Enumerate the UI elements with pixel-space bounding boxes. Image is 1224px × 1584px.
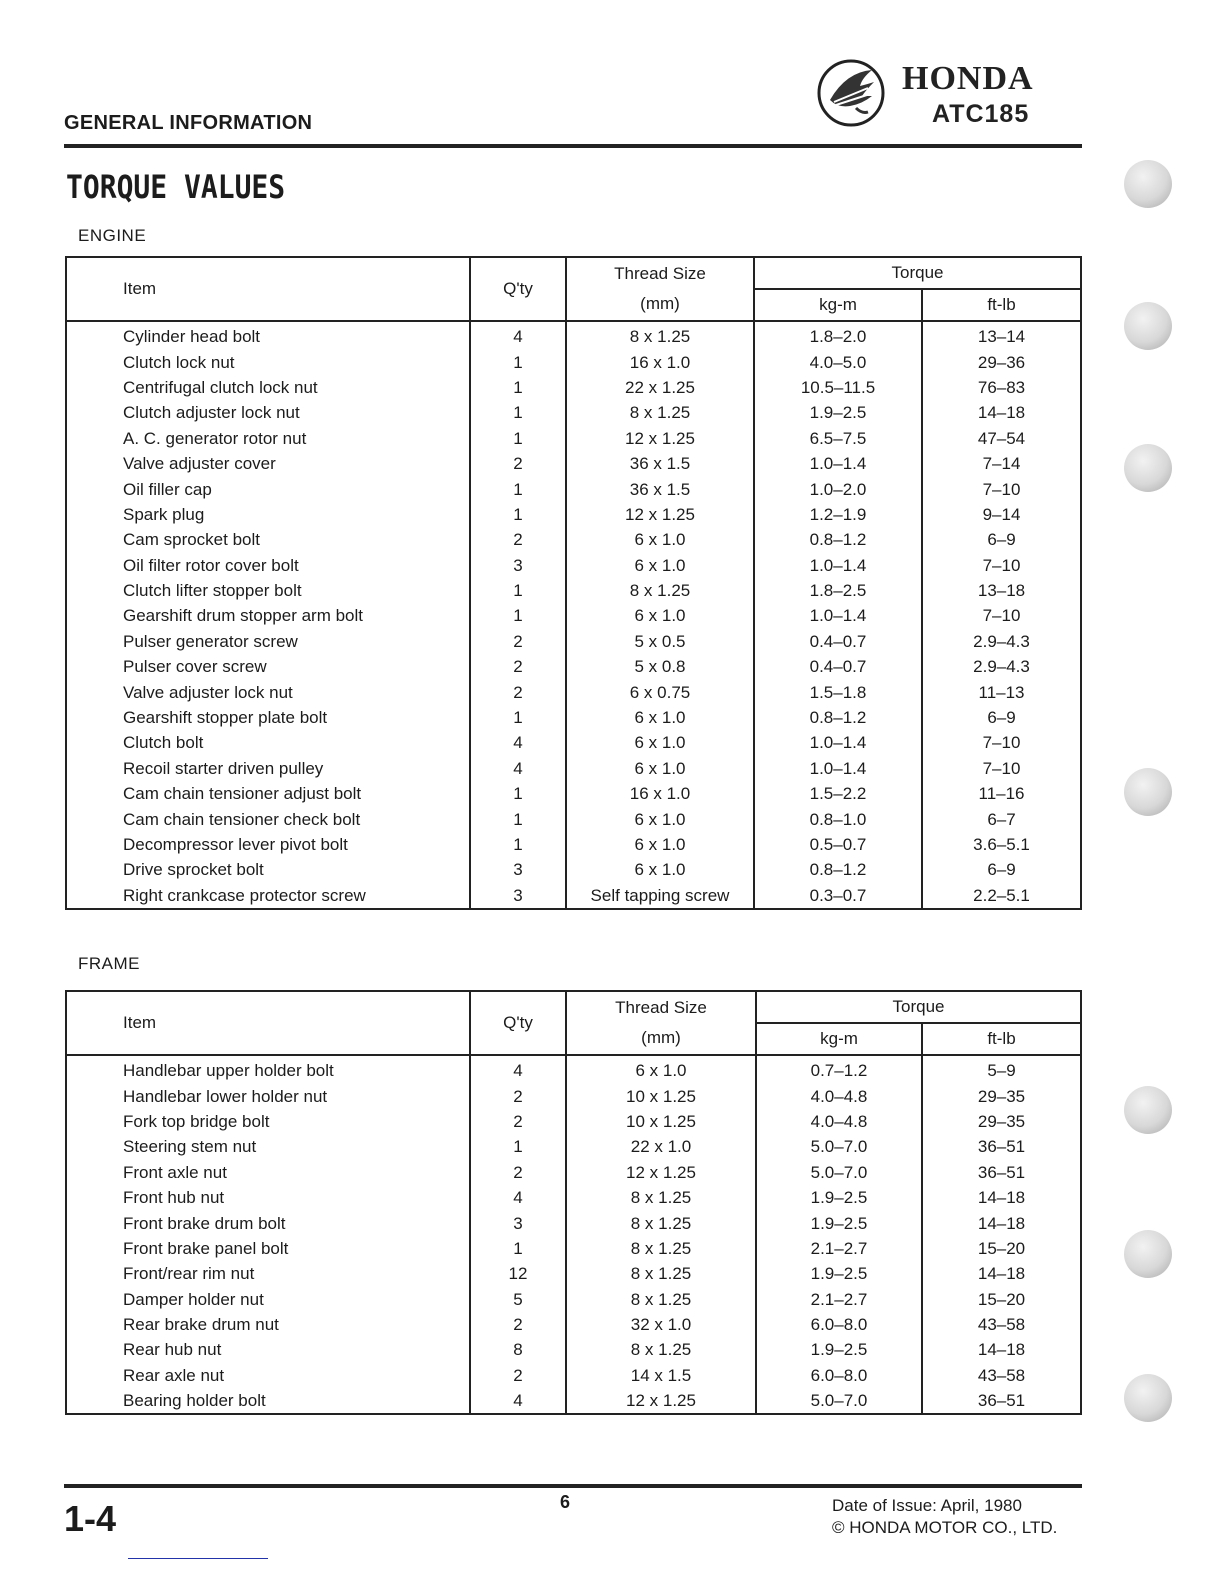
engine-torque-table (65, 256, 1082, 910)
kgm-cell: 5.0–7.0 (756, 1388, 922, 1414)
table-row (66, 1261, 1081, 1286)
kgm-cell: 6.5–7.5 (754, 426, 922, 451)
item-cell: Rear brake drum nut (66, 1312, 470, 1337)
ftlb-cell: 76–83 (922, 375, 1081, 400)
ftlb-cell: 7–14 (922, 451, 1081, 476)
ftlb-cell: 36–51 (922, 1160, 1081, 1185)
kgm-cell: 0.3–0.7 (754, 883, 922, 909)
ftlb-cell: 14–18 (922, 1337, 1081, 1362)
table-row (66, 1055, 1081, 1083)
qty-cell: 4 (470, 1055, 566, 1083)
table-row (66, 476, 1081, 501)
qty-cell: 1 (470, 578, 566, 603)
ftlb-cell: 36–51 (922, 1134, 1081, 1159)
qty-cell: 4 (470, 730, 566, 755)
table-row (66, 578, 1081, 603)
table-row (66, 603, 1081, 628)
item-cell: Clutch lifter stopper bolt (66, 578, 470, 603)
item-cell: Spark plug (66, 502, 470, 527)
brand-name: HONDA (902, 60, 1034, 97)
item-cell: Front brake panel bolt (66, 1236, 470, 1261)
table-row (66, 1312, 1081, 1337)
table-row (66, 883, 1081, 909)
qty-cell: 1 (470, 1134, 566, 1159)
thread-size-cell: 6 x 1.0 (566, 705, 754, 730)
item-cell: Pulser cover screw (66, 654, 470, 679)
thread-size-cell: 6 x 1.0 (566, 857, 754, 882)
qty-cell: 2 (470, 1312, 566, 1337)
model-name: ATC185 (932, 100, 1030, 128)
thread-size-cell: 16 x 1.0 (566, 781, 754, 806)
table-row (66, 1109, 1081, 1134)
item-cell: Cam chain tensioner check bolt (66, 806, 470, 831)
thread-size-cell: 8 x 1.25 (566, 1337, 756, 1362)
kgm-cell: 1.0–1.4 (754, 451, 922, 476)
binder-hole (1124, 768, 1172, 816)
ftlb-cell: 11–16 (922, 781, 1081, 806)
thread-size-cell: 6 x 1.0 (566, 527, 754, 552)
table-row (66, 1134, 1081, 1159)
kgm-cell: 1.5–1.8 (754, 679, 922, 704)
table-row (66, 756, 1081, 781)
kgm-cell: 10.5–11.5 (754, 375, 922, 400)
item-cell: Valve adjuster cover (66, 451, 470, 476)
item-cell: Steering stem nut (66, 1134, 470, 1159)
thread-size-header-line1: Thread Size (615, 998, 707, 1017)
qty-cell: 1 (470, 375, 566, 400)
kgm-cell: 0.8–1.2 (754, 705, 922, 730)
thread-size-cell: 8 x 1.25 (566, 1261, 756, 1286)
qty-header: Q'ty (470, 991, 566, 1055)
qty-cell: 1 (470, 476, 566, 501)
kgm-cell: 1.0–2.0 (754, 476, 922, 501)
kgm-header: kg-m (754, 289, 922, 321)
kgm-cell: 5.0–7.0 (756, 1134, 922, 1159)
qty-cell: 1 (470, 705, 566, 730)
ftlb-cell: 6–9 (922, 857, 1081, 882)
ftlb-cell: 15–20 (922, 1287, 1081, 1312)
qty-cell: 2 (470, 1109, 566, 1134)
table-row (66, 1210, 1081, 1235)
ftlb-cell: 7–10 (922, 756, 1081, 781)
thread-size-header-line2: (mm) (641, 1028, 681, 1047)
thread-size-cell: 8 x 1.25 (566, 400, 754, 425)
qty-cell: 2 (470, 654, 566, 679)
ftlb-cell: 14–18 (922, 1210, 1081, 1235)
kgm-cell: 1.9–2.5 (756, 1210, 922, 1235)
thread-size-cell: 5 x 0.8 (566, 654, 754, 679)
kgm-cell: 1.0–1.4 (754, 553, 922, 578)
ftlb-cell: 2.9–4.3 (922, 654, 1081, 679)
table-row (66, 832, 1081, 857)
thread-size-cell: 22 x 1.25 (566, 375, 754, 400)
thread-size-cell: 8 x 1.25 (566, 578, 754, 603)
item-cell: Cam chain tensioner adjust bolt (66, 781, 470, 806)
thread-size-cell: 10 x 1.25 (566, 1083, 756, 1108)
item-cell: Front axle nut (66, 1160, 470, 1185)
issue-date: Date of Issue: April, 1980 (832, 1496, 1022, 1515)
item-cell: Gearshift stopper plate bolt (66, 705, 470, 730)
ftlb-cell: 5–9 (922, 1055, 1081, 1083)
thread-size-cell: 10 x 1.25 (566, 1109, 756, 1134)
thread-size-cell: 12 x 1.25 (566, 426, 754, 451)
thread-size-cell: 6 x 1.0 (566, 603, 754, 628)
item-cell: Drive sprocket bolt (66, 857, 470, 882)
ftlb-cell: 36–51 (922, 1388, 1081, 1414)
ftlb-cell: 7–10 (922, 603, 1081, 628)
item-cell: Front/rear rim nut (66, 1261, 470, 1286)
kgm-cell: 0.8–1.0 (754, 806, 922, 831)
frame-table-body (66, 1055, 1081, 1414)
item-header: Item (66, 257, 470, 321)
ftlb-cell: 3.6–5.1 (922, 832, 1081, 857)
thread-size-cell: 6 x 1.0 (566, 730, 754, 755)
qty-cell: 1 (470, 781, 566, 806)
thread-size-cell: 16 x 1.0 (566, 349, 754, 374)
item-cell: Rear hub nut (66, 1337, 470, 1362)
engine-table-body (66, 321, 1081, 909)
table-row (66, 629, 1081, 654)
item-cell: Bearing holder bolt (66, 1388, 470, 1414)
thread-size-cell: 32 x 1.0 (566, 1312, 756, 1337)
item-cell: Fork top bridge bolt (66, 1109, 470, 1134)
kgm-cell: 1.9–2.5 (756, 1337, 922, 1362)
ftlb-cell: 6–7 (922, 806, 1081, 831)
table-row (66, 426, 1081, 451)
thread-size-cell: 8 x 1.25 (566, 1210, 756, 1235)
ftlb-cell: 43–58 (922, 1363, 1081, 1388)
item-cell: Clutch bolt (66, 730, 470, 755)
qty-cell: 2 (470, 1083, 566, 1108)
kgm-cell: 4.0–4.8 (756, 1083, 922, 1108)
item-cell: Recoil starter driven pulley (66, 756, 470, 781)
qty-cell: 4 (470, 756, 566, 781)
qty-cell: 3 (470, 553, 566, 578)
table-row (66, 553, 1081, 578)
ftlb-cell: 29–36 (922, 349, 1081, 374)
ftlb-cell: 14–18 (922, 1261, 1081, 1286)
qty-cell: 3 (470, 857, 566, 882)
qty-cell: 12 (470, 1261, 566, 1286)
ftlb-cell: 7–10 (922, 476, 1081, 501)
ftlb-cell: 2.2–5.1 (922, 883, 1081, 909)
thread-size-cell: 8 x 1.25 (566, 1236, 756, 1261)
qty-cell: 3 (470, 883, 566, 909)
ftlb-cell: 29–35 (922, 1109, 1081, 1134)
kgm-cell: 0.4–0.7 (754, 654, 922, 679)
item-cell: Cylinder head bolt (66, 321, 470, 349)
table-row (66, 781, 1081, 806)
table-row (66, 1337, 1081, 1362)
thread-size-cell: 12 x 1.25 (566, 502, 754, 527)
item-cell: Pulser generator screw (66, 629, 470, 654)
kgm-cell: 4.0–5.0 (754, 349, 922, 374)
item-cell: Clutch adjuster lock nut (66, 400, 470, 425)
item-cell: Handlebar lower holder nut (66, 1083, 470, 1108)
kgm-cell: 1.8–2.0 (754, 321, 922, 349)
frame-section-label: FRAME (78, 954, 140, 973)
table-row (66, 705, 1081, 730)
torque-header: Torque (754, 257, 1081, 289)
kgm-cell: 0.7–1.2 (756, 1055, 922, 1083)
torque-header: Torque (756, 991, 1081, 1023)
item-cell: Right crankcase protector screw (66, 883, 470, 909)
ftlb-cell: 6–9 (922, 705, 1081, 730)
item-cell: Oil filler cap (66, 476, 470, 501)
qty-cell: 3 (470, 1210, 566, 1235)
ftlb-cell: 43–58 (922, 1312, 1081, 1337)
item-header: Item (66, 991, 470, 1055)
table-row (66, 730, 1081, 755)
thread-size-cell: 36 x 1.5 (566, 451, 754, 476)
table-row (66, 451, 1081, 476)
kgm-cell: 0.4–0.7 (754, 629, 922, 654)
ftlb-header: ft-lb (922, 289, 1081, 321)
thread-size-cell: 8 x 1.25 (566, 1287, 756, 1312)
item-cell: Rear axle nut (66, 1363, 470, 1388)
ftlb-cell: 9–14 (922, 502, 1081, 527)
binder-hole (1124, 1374, 1172, 1422)
qty-cell: 1 (470, 832, 566, 857)
table-row (66, 349, 1081, 374)
item-cell: Damper holder nut (66, 1287, 470, 1312)
ftlb-header: ft-lb (922, 1023, 1081, 1055)
qty-cell: 4 (470, 1185, 566, 1210)
header-rule (64, 144, 1082, 148)
page-number: 1-4 (64, 1498, 117, 1539)
kgm-cell: 2.1–2.7 (756, 1287, 922, 1312)
binder-hole (1124, 1230, 1172, 1278)
scan-artifact-line (128, 1558, 268, 1559)
table-row (66, 527, 1081, 552)
qty-cell: 5 (470, 1287, 566, 1312)
table-row (66, 1083, 1081, 1108)
binder-hole (1124, 1086, 1172, 1134)
ftlb-cell: 47–54 (922, 426, 1081, 451)
kgm-cell: 0.5–0.7 (754, 832, 922, 857)
item-cell: Decompressor lever pivot bolt (66, 832, 470, 857)
table-row (66, 502, 1081, 527)
kgm-cell: 1.0–1.4 (754, 603, 922, 628)
qty-cell: 2 (470, 679, 566, 704)
kgm-cell: 1.2–1.9 (754, 502, 922, 527)
thread-size-header (566, 991, 756, 1055)
thread-size-cell: 6 x 1.0 (566, 832, 754, 857)
table-row (66, 321, 1081, 349)
frame-torque-table (65, 990, 1082, 1415)
thread-size-cell: 8 x 1.25 (566, 1185, 756, 1210)
qty-header: Q'ty (470, 257, 566, 321)
ftlb-cell: 7–10 (922, 553, 1081, 578)
kgm-cell: 5.0–7.0 (756, 1160, 922, 1185)
qty-cell: 4 (470, 321, 566, 349)
kgm-cell: 0.8–1.2 (754, 527, 922, 552)
kgm-cell: 1.9–2.5 (756, 1185, 922, 1210)
ftlb-cell: 6–9 (922, 527, 1081, 552)
qty-cell: 2 (470, 1160, 566, 1185)
thread-size-header (566, 257, 754, 321)
thread-size-cell: 8 x 1.25 (566, 321, 754, 349)
qty-cell: 1 (470, 426, 566, 451)
qty-cell: 1 (470, 603, 566, 628)
thread-size-cell: 12 x 1.25 (566, 1160, 756, 1185)
ftlb-cell: 14–18 (922, 1185, 1081, 1210)
thread-size-header-line2: (mm) (640, 294, 680, 313)
table-row (66, 400, 1081, 425)
kgm-cell: 1.5–2.2 (754, 781, 922, 806)
ftlb-cell: 7–10 (922, 730, 1081, 755)
qty-cell: 2 (470, 1363, 566, 1388)
thread-size-cell: 5 x 0.5 (566, 629, 754, 654)
kgm-cell: 1.0–1.4 (754, 756, 922, 781)
section-title: GENERAL INFORMATION (64, 112, 313, 134)
binder-hole (1124, 444, 1172, 492)
thread-size-cell: 14 x 1.5 (566, 1363, 756, 1388)
item-cell: Front hub nut (66, 1185, 470, 1210)
qty-cell: 8 (470, 1337, 566, 1362)
footer-rule (64, 1484, 1082, 1488)
thread-size-cell: 12 x 1.25 (566, 1388, 756, 1414)
ftlb-cell: 29–35 (922, 1083, 1081, 1108)
thread-size-cell: 6 x 0.75 (566, 679, 754, 704)
table-row (66, 679, 1081, 704)
kgm-cell: 6.0–8.0 (756, 1363, 922, 1388)
kgm-cell: 1.0–1.4 (754, 730, 922, 755)
ftlb-cell: 13–14 (922, 321, 1081, 349)
thread-size-cell: 22 x 1.0 (566, 1134, 756, 1159)
copyright: © HONDA MOTOR CO., LTD. (832, 1518, 1058, 1537)
item-cell: Cam sprocket bolt (66, 527, 470, 552)
kgm-header: kg-m (756, 1023, 922, 1055)
ftlb-cell: 11–13 (922, 679, 1081, 704)
thread-size-cell: Self tapping screw (566, 883, 754, 909)
item-cell: Gearshift drum stopper arm bolt (66, 603, 470, 628)
page-title: TORQUE VALUES (66, 168, 286, 206)
qty-cell: 1 (470, 400, 566, 425)
table-row (66, 1236, 1081, 1261)
table-row (66, 654, 1081, 679)
thread-size-header-line1: Thread Size (614, 264, 706, 283)
kgm-cell: 1.9–2.5 (756, 1261, 922, 1286)
kgm-cell: 4.0–4.8 (756, 1109, 922, 1134)
ftlb-cell: 14–18 (922, 400, 1081, 425)
ftlb-cell: 13–18 (922, 578, 1081, 603)
qty-cell: 1 (470, 1236, 566, 1261)
binder-hole (1124, 302, 1172, 350)
honda-wing-emblem-icon (816, 58, 886, 128)
kgm-cell: 1.9–2.5 (754, 400, 922, 425)
ftlb-cell: 2.9–4.3 (922, 629, 1081, 654)
table-row (66, 857, 1081, 882)
qty-cell: 1 (470, 349, 566, 374)
item-cell: Valve adjuster lock nut (66, 679, 470, 704)
qty-cell: 4 (470, 1388, 566, 1414)
thread-size-cell: 6 x 1.0 (566, 756, 754, 781)
honda-logo (816, 58, 1076, 134)
thread-size-cell: 6 x 1.0 (566, 553, 754, 578)
item-cell: Front brake drum bolt (66, 1210, 470, 1235)
qty-cell: 2 (470, 629, 566, 654)
table-row (66, 375, 1081, 400)
table-row (66, 1388, 1081, 1414)
qty-cell: 1 (470, 806, 566, 831)
qty-cell: 1 (470, 502, 566, 527)
table-row (66, 1287, 1081, 1312)
kgm-cell: 0.8–1.2 (754, 857, 922, 882)
binder-hole (1124, 160, 1172, 208)
qty-cell: 2 (470, 451, 566, 476)
thread-size-cell: 6 x 1.0 (566, 806, 754, 831)
table-row (66, 1363, 1081, 1388)
ftlb-cell: 15–20 (922, 1236, 1081, 1261)
item-cell: Handlebar upper holder bolt (66, 1055, 470, 1083)
item-cell: Centrifugal clutch lock nut (66, 375, 470, 400)
qty-cell: 2 (470, 527, 566, 552)
engine-section-label: ENGINE (78, 226, 147, 245)
thread-size-cell: 6 x 1.0 (566, 1055, 756, 1083)
table-row (66, 1185, 1081, 1210)
item-cell: Oil filter rotor cover bolt (66, 553, 470, 578)
item-cell: Clutch lock nut (66, 349, 470, 374)
kgm-cell: 1.8–2.5 (754, 578, 922, 603)
item-cell: A. C. generator rotor nut (66, 426, 470, 451)
table-row (66, 806, 1081, 831)
sheet-number: 6 (560, 1492, 571, 1512)
kgm-cell: 6.0–8.0 (756, 1312, 922, 1337)
table-row (66, 1160, 1081, 1185)
kgm-cell: 2.1–2.7 (756, 1236, 922, 1261)
thread-size-cell: 36 x 1.5 (566, 476, 754, 501)
